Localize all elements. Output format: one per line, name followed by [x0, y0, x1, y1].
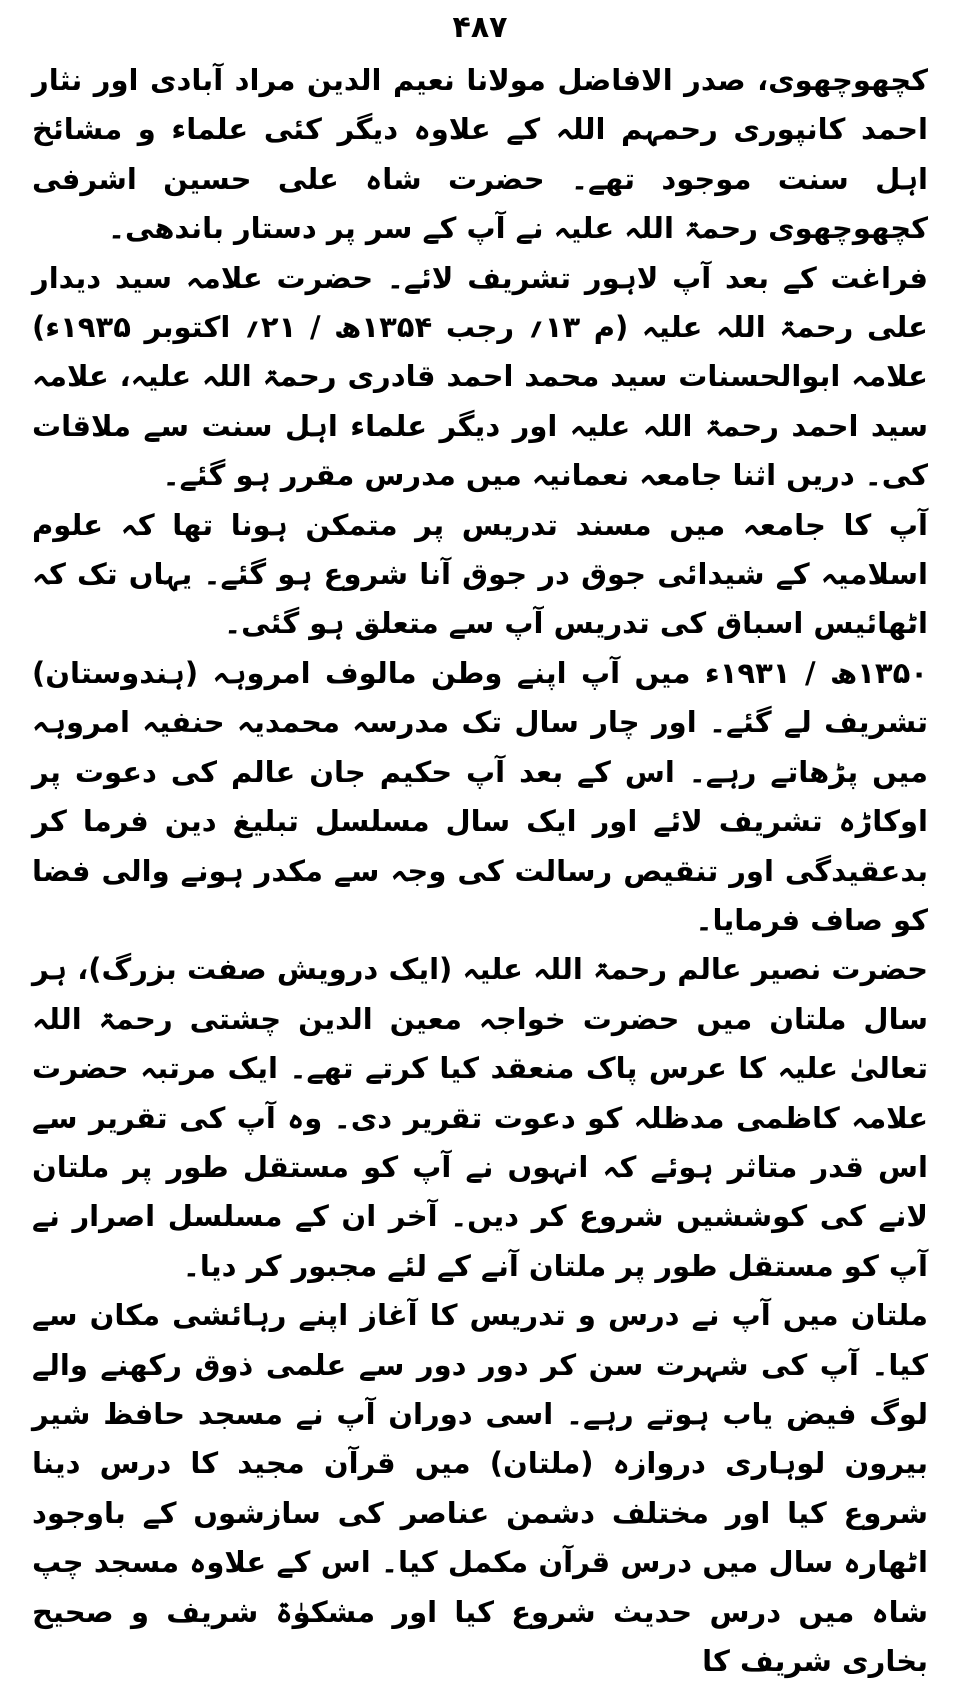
page-number: ۴۸۷: [452, 10, 508, 45]
paragraph-5: حضرت نصیر عالم رحمۃ اللہ علیہ (ایک درویش صفت بزرگ)، ہر سال ملتان میں حضرت خواجہ معین الدین چشتی رحمۃ اللہ تعالیٰ علیہ کا عرس پاک منعقد کیا کرتے تھے۔ ایک مرتبہ حضرت علامہ کاظمی مدظلہ کو دعوت تقریر دی۔ وہ آپ کی تقریر سے اس قدر متاثر ہوئے کہ انہوں نے آپ کو مستقل طور پر ملتان لانے کی کوششیں شروع کر دیں۔ آخر ان کے مسلسل اصرار نے آپ کو مستقل طور پر ملتان آنے کے لئے مجبور کر دیا۔: [32, 952, 928, 1283]
paragraph-1: کچھوچھوی، صدر الافاضل مولانا نعیم الدین مراد آبادی اور نثار احمد کانپوری رحمہم اللہ کے علاوہ دیگر کئی علماء و مشائخ اہل سنت موجود تھے۔ حضرت شاہ علی حسین اشرفی کچھوچھوی رحمۃ اللہ علیہ نے آپ کے سر پر دستار باندھی۔: [32, 63, 928, 246]
paragraph-4: ۱۳۵۰ھ / ۱۹۳۱ء میں آپ اپنے وطن مالوف امروہہ (ہندوستان) تشریف لے گئے۔ اور چار سال تک مدرسہ محمدیہ حنفیہ امروہہ میں پڑھاتے رہے۔ اس کے بعد آپ حکیم جان عالم کی دعوت پر اوکاڑہ تشریف لائے اور ایک سال مسلسل تبلیغ دین فرما کر بدعقیدگی اور تنقیص رسالت کی وجہ سے مکدر ہونے والی فضا کو صاف فرمایا۔: [32, 655, 928, 937]
paragraph-3: آپ کا جامعہ میں مسند تدریس پر متمکن ہونا تھا کہ علوم اسلامیہ کے شیدائی جوق در جوق آنا شروع ہو گئے۔ یہاں تک کہ اٹھائیس اسباق کی تدریس آپ سے متعلق ہو گئی۔: [32, 507, 928, 641]
paragraph-2: فراغت کے بعد آپ لاہور تشریف لائے۔ حضرت علامہ سید دیدار علی رحمۃ اللہ علیہ (م ۱۳؍ رجب ۱۳۵۴ھ / ۲۱؍ اکتوبر ۱۹۳۵ء) علامہ ابوالحسنات سید محمد احمد قادری رحمۃ اللہ علیہ، علامہ سید احمد رحمۃ اللہ علیہ اور دیگر علماء اہل سنت سے ملاقات کی۔ دریں اثنا جامعہ نعمانیہ میں مدرس مقرر ہو گئے۔: [32, 260, 928, 493]
paragraph-6: ملتان میں آپ نے درس و تدریس کا آغاز اپنے رہائشی مکان سے کیا۔ آپ کی شہرت سن کر دور دور سے علمی ذوق رکھنے والے لوگ فیض یاب ہوتے رہے۔ اسی دوران آپ نے مسجد حافظ شیر بیرون لوہاری دروازہ (ملتان) میں قرآن مجید کا درس دینا شروع کیا اور مختلف دشمن عناصر کی سازشوں کے باوجود اٹھارہ سال میں درس قرآن مکمل کیا۔ اس کے علاوہ مسجد چپ شاہ میں درس حدیث شروع کیا اور مشکوٰۃ شریف و صحیح بخاری شریف کا: [32, 1298, 928, 1678]
